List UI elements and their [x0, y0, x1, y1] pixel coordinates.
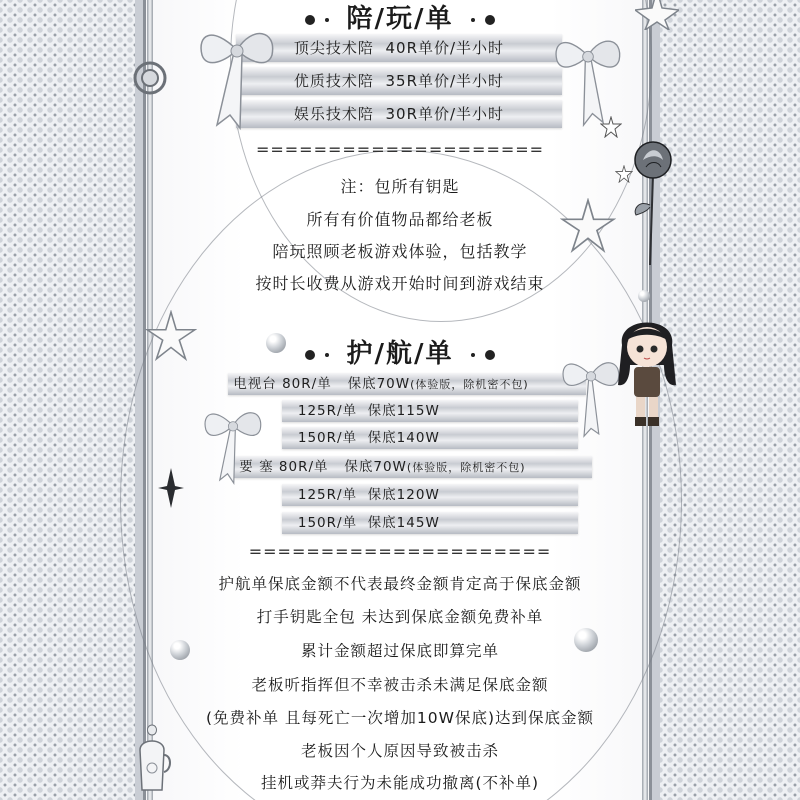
peiwan-note: 所有有价值物品都给老板: [306, 210, 494, 229]
dot-icon: [305, 15, 315, 25]
dot-icon: [485, 15, 495, 25]
bow-icon: [192, 20, 282, 130]
dot-icon: [471, 18, 475, 22]
escort-floor: 保底70W: [344, 459, 407, 475]
group-name: 要 塞: [239, 459, 274, 475]
huhang-note: 护航单保底金额不代表最终金额肯定高于保底金额: [218, 575, 582, 593]
rate-label: 顶尖技术陪: [293, 39, 374, 57]
escort-floor: 保底115W: [367, 403, 440, 419]
escort-note: (体验版，除机密不包): [410, 378, 529, 391]
huhang-note: 挂机或莽夫行为未能成功撤离(不补单): [260, 774, 540, 792]
escort-ribbon: [228, 373, 586, 395]
rate-price: 35R单价/半小时: [385, 72, 505, 90]
escort-price: 80R/单: [282, 376, 332, 392]
pearl-icon: [638, 290, 650, 302]
dot-icon: [485, 350, 495, 360]
escort-price: 125R/单: [297, 487, 358, 503]
huhang-note: (免费补单 且每死亡一次增加10W保底)达到保底金额: [205, 709, 595, 727]
rate-label: 优质技术陪: [293, 72, 374, 90]
peiwan-rate-ribbon: [236, 100, 562, 128]
peiwan-note: 按时长收费从游戏开始时间到游戏结束: [255, 274, 545, 293]
peiwan-note: 注：包所有钥匙: [340, 177, 460, 196]
huhang-note: 累计金额超过保底即算完单: [300, 642, 499, 660]
dot-icon: [325, 18, 329, 22]
escort-floor: 保底120W: [367, 487, 440, 503]
bow-icon: [548, 28, 628, 128]
escort-ribbon: [282, 400, 578, 422]
escort-note: (体验版，除机密不包): [406, 461, 526, 474]
star-icon: [560, 198, 616, 254]
escort-ribbon: [282, 427, 578, 449]
separator: =====================: [248, 542, 552, 561]
escort-price: 80R/单: [278, 459, 329, 475]
huhang-note: 老板因个人原因导致被击杀: [300, 742, 499, 760]
peiwan-rate-ribbon: [236, 67, 562, 95]
escort-floor: 保底140W: [367, 430, 440, 446]
escort-ribbon: [282, 512, 578, 534]
peiwan-note: 陪玩照顾老板游戏体验，包括教学: [272, 242, 528, 261]
brooch-icon: [132, 60, 168, 96]
huhang-title: 护/航/单: [346, 339, 454, 369]
sparkle-icon: [158, 468, 184, 508]
dot-icon: [471, 353, 475, 357]
dot-icon: [305, 350, 315, 360]
escort-ribbon: [234, 456, 592, 478]
star-icon: [635, 0, 679, 30]
star-icon: [145, 310, 197, 362]
rate-price: 40R单价/半小时: [385, 39, 505, 57]
rate-price: 30R单价/半小时: [385, 105, 505, 123]
huhang-note: 打手钥匙全包 未达到保底金额免费补单: [256, 608, 544, 626]
escort-price: 150R/单: [297, 430, 358, 446]
separator: ====================: [255, 140, 545, 159]
group-name: 电视台: [233, 376, 277, 392]
rose-icon: [628, 135, 678, 265]
pearl-icon: [266, 333, 286, 353]
peiwan-rate-ribbon: [236, 34, 562, 62]
chibi-girl-illustration: [612, 305, 682, 430]
peiwan-title: 陪/玩/单: [346, 4, 454, 34]
teapot-icon: [132, 720, 172, 800]
dot-icon: [325, 353, 329, 357]
escort-price: 150R/单: [297, 515, 358, 531]
rate-label: 娱乐技术陪: [293, 105, 374, 123]
escort-floor: 保底145W: [367, 515, 440, 531]
pearl-icon: [574, 628, 598, 652]
star-icon: [600, 116, 622, 138]
bow-icon: [198, 395, 268, 495]
huhang-note: 老板听指挥但不幸被击杀未满足保底金额: [251, 676, 549, 694]
peiwan-title-row: [0, 0, 800, 35]
escort-price: 125R/单: [297, 403, 358, 419]
escort-floor: 保底70W: [347, 376, 411, 392]
pearl-icon: [170, 640, 190, 660]
escort-ribbon: [282, 484, 578, 506]
